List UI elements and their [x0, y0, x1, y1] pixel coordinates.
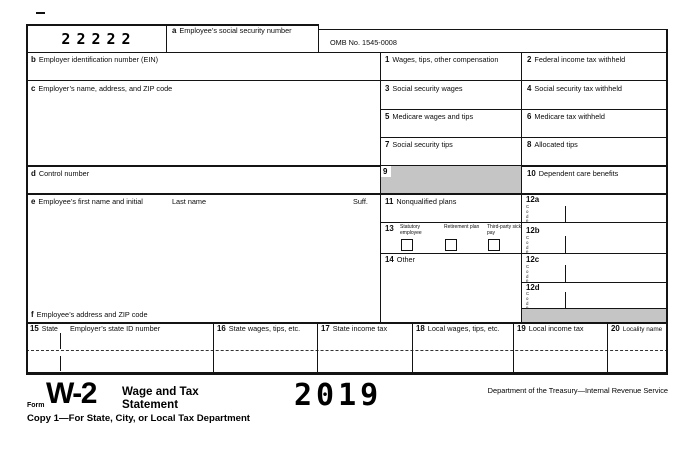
third-party-sick-pay-checkbox[interactable]: [488, 239, 500, 251]
box-7-label: 7 Social security tips: [385, 140, 453, 149]
box-12b-label: 12b: [526, 226, 540, 235]
box-5-label: 5 Medicare wages and tips: [385, 112, 474, 121]
box-8-label: 8 Allocated tips: [527, 140, 578, 149]
grid-line: [26, 193, 668, 195]
omb-number: OMB No. 1545-0008: [330, 38, 397, 47]
box-15-id-label: Employer’s state ID number: [70, 324, 161, 333]
box-8-field[interactable]: [523, 150, 664, 164]
code-divider-line: [565, 265, 566, 282]
box-15-label: 15 State: [30, 324, 58, 333]
box-d-label: d Control number: [31, 169, 90, 178]
box-6-field[interactable]: [523, 122, 664, 136]
grid-line: [521, 282, 668, 283]
box-19-label: 19 Local income tax: [517, 324, 584, 333]
box-15-state-id-field[interactable]: [63, 333, 211, 371]
box-12c-code-caption: Code: [526, 264, 530, 284]
employee-address-field[interactable]: [28, 250, 378, 309]
code-divider-line: [565, 292, 566, 308]
grid-line: [26, 372, 668, 375]
ssn-field[interactable]: [167, 35, 317, 51]
box-19-field[interactable]: [515, 333, 605, 371]
box-18-field[interactable]: [414, 333, 511, 371]
w2-form-grid: [26, 24, 668, 375]
box-12d-label: 12d: [526, 283, 540, 292]
grid-line: [412, 322, 413, 372]
box-11-field[interactable]: [382, 207, 519, 221]
box-11-label: 11 Nonqualified plans: [385, 197, 457, 206]
form-word-label: Form: [27, 402, 45, 409]
employee-name-field[interactable]: [28, 208, 378, 248]
retirement-plan-label: Retirement plan: [444, 224, 480, 230]
box-14-field[interactable]: [382, 265, 519, 320]
box-12b-code-caption: Code: [526, 235, 530, 255]
grid-line: [26, 165, 668, 167]
box-4-label: 4 Social security tax withheld: [527, 84, 622, 93]
box-a-label: a Employee’s social security number: [172, 26, 292, 35]
box-18-label: 18 Local wages, tips, etc.: [416, 324, 500, 333]
box-12a-code-field[interactable]: [532, 206, 564, 221]
box-f-label: f Employee’s address and ZIP code: [31, 310, 148, 319]
box-12d-amount-field[interactable]: [567, 293, 664, 307]
grid-line: [666, 29, 668, 375]
retirement-plan-checkbox[interactable]: [445, 239, 457, 251]
grid-line: [318, 24, 319, 53]
box-10-label: 10 Dependent care benefits: [527, 169, 619, 178]
box-12a-label: 12a: [526, 195, 540, 204]
box-c-label: c Employer’s name, address, and ZIP code: [31, 84, 173, 93]
box-17-label: 17 State income tax: [321, 324, 388, 333]
third-party-sick-pay-label: Third-party sick pay: [487, 224, 522, 237]
box-1-label: 1 Wages, tips, other compensation: [385, 55, 499, 64]
copy-designation: Copy 1—For State, City, or Local Tax Department: [27, 413, 251, 424]
grid-line: [513, 322, 514, 372]
control-number-field[interactable]: [28, 179, 378, 191]
form-code-22222: 22222: [61, 30, 137, 48]
grid-line: [380, 222, 668, 223]
grid-line: [380, 253, 668, 254]
box-12d-code-field[interactable]: [532, 293, 564, 307]
grid-line: [318, 29, 668, 30]
employer-name-address-field[interactable]: [28, 96, 378, 163]
box-3-field[interactable]: [382, 94, 519, 108]
box-12-shaded-strip: [522, 309, 666, 322]
box-2-field[interactable]: [523, 65, 664, 79]
box-20-label: 20 Locality name: [611, 324, 663, 333]
box-16-field[interactable]: [215, 333, 315, 371]
grid-line: [26, 80, 668, 81]
box-17-field[interactable]: [319, 333, 410, 371]
state-divider-tick: [60, 356, 61, 371]
box-9-label: 9: [381, 166, 391, 177]
box-3-label: 3 Social security wages: [385, 84, 463, 93]
grid-line: [607, 322, 608, 372]
grid-line: [213, 322, 214, 372]
box-15-state-field[interactable]: [28, 333, 59, 371]
box-13-label: 13: [385, 224, 394, 233]
box-14-label: 14 Other: [385, 255, 416, 264]
grid-line: [380, 109, 668, 110]
grid-line: [380, 137, 668, 138]
box-12c-amount-field[interactable]: [567, 266, 664, 281]
box-2-label: 2 Federal income tax withheld: [527, 55, 626, 64]
box-10-field[interactable]: [523, 179, 664, 192]
form-title-line2: Statement: [122, 397, 179, 411]
box-12b-amount-field[interactable]: [567, 237, 664, 252]
state-divider-tick: [60, 333, 61, 349]
statutory-employee-checkbox[interactable]: [401, 239, 413, 251]
form-title: [122, 385, 199, 411]
grid-line: [317, 322, 318, 372]
form-title-line1: Wage and Tax: [122, 385, 199, 398]
box-12b-code-field[interactable]: [532, 237, 564, 252]
box-12a-code-caption: Code: [526, 204, 530, 224]
statutory-employee-label: Statutory employee: [400, 224, 422, 237]
box-12a-amount-field[interactable]: [567, 206, 664, 221]
code-divider-line: [565, 236, 566, 253]
last-name-label: Last name: [172, 197, 207, 206]
ein-field[interactable]: [28, 66, 378, 79]
grid-line: [26, 52, 668, 53]
grid-line: [521, 52, 522, 322]
treasury-agency-line: Department of the Treasury—Internal Revenue Service: [487, 386, 668, 395]
tax-year: 2019: [294, 378, 383, 413]
box-9-shaded-area: [381, 166, 521, 193]
box-12c-label: 12c: [526, 255, 540, 264]
box-5-field[interactable]: [382, 122, 519, 136]
box-e-label: e Employee’s first name and initial: [31, 197, 143, 206]
box-12d-code-caption: Code: [526, 291, 530, 311]
box-20-field[interactable]: [609, 333, 664, 371]
box-7-field[interactable]: [382, 150, 519, 164]
code-divider-line: [565, 206, 566, 222]
box-12c-code-field[interactable]: [532, 266, 564, 281]
form-number-title: W-2: [46, 377, 96, 410]
scan-mark: [36, 12, 45, 14]
box-1-field[interactable]: [382, 65, 519, 79]
suffix-label: Suff.: [353, 197, 368, 206]
box-6-label: 6 Medicare tax withheld: [527, 112, 605, 121]
box-16-label: 16 State wages, tips, etc.: [217, 324, 301, 333]
box-4-field[interactable]: [523, 94, 664, 108]
box-b-label: b Employer identification number (EIN): [31, 55, 159, 64]
